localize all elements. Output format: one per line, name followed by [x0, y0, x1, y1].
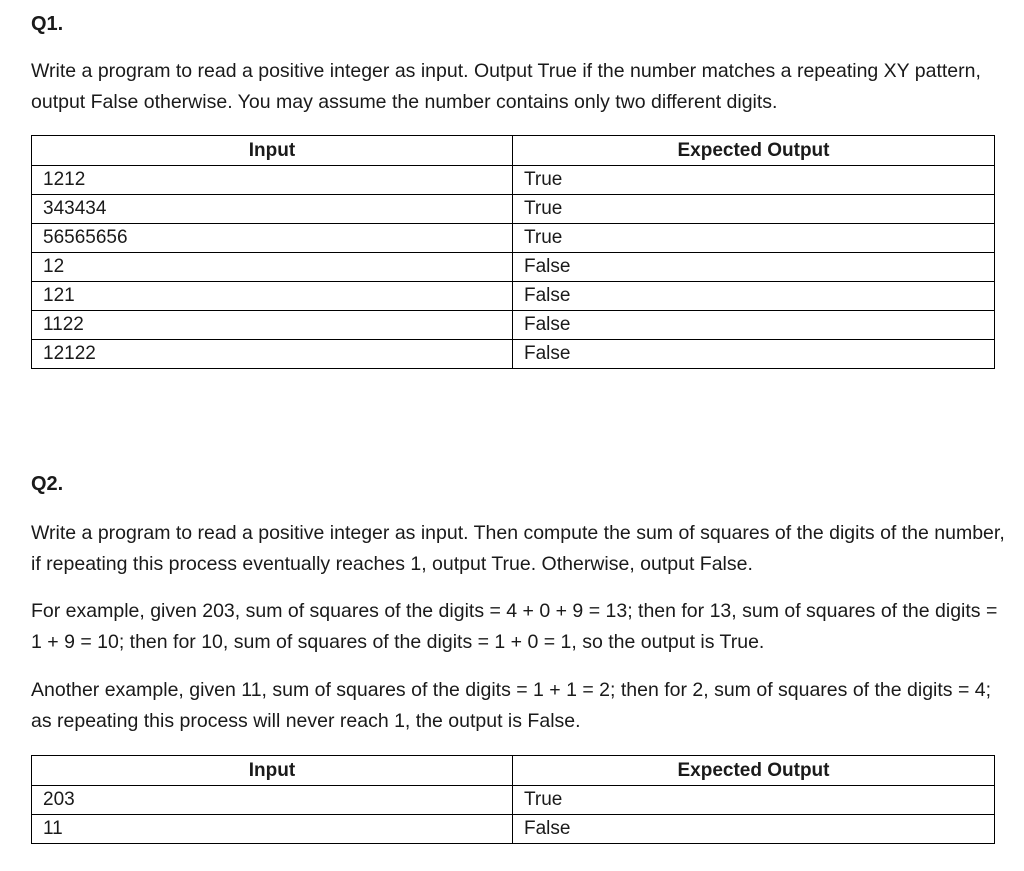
input-cell: 1212 — [32, 166, 513, 195]
expected-output-cell: False — [513, 340, 995, 369]
expected-output-column-header: Expected Output — [513, 756, 995, 786]
expected-output-cell: False — [513, 253, 995, 282]
expected-output-cell: False — [513, 311, 995, 340]
input-cell: 12 — [32, 253, 513, 282]
q2-example-1: For example, given 203, sum of squares of the digits = 4 + 0 + 9 = 13; then for 13, sum of squares of the digits = 1 + 9 = 10; then for 10, sum of squares of the digits = 1 + 0 = 1, so the output is True. — [31, 600, 998, 653]
expected-output-cell: True — [513, 166, 995, 195]
input-cell: 203 — [32, 786, 513, 815]
input-cell: 12122 — [32, 340, 513, 369]
table-row — [32, 282, 995, 311]
q2-example-2: Another example, given 11, sum of squares of the digits = 1 + 1 = 2; then for 2, sum of squares of the digits = 4; as repeating this process will never reach 1, the output is False. — [31, 679, 992, 732]
expected-output-column-header: Expected Output — [513, 136, 995, 166]
table-row — [32, 815, 995, 844]
table-row — [32, 311, 995, 340]
q2-description: Write a program to read a positive integer as input. Then compute the sum of squares of the digits of the number, if repeating this process eventually reaches 1, output True. Otherwise, output False. — [31, 522, 1005, 575]
input-column-header: Input — [32, 136, 513, 166]
table-row — [32, 340, 995, 369]
table-row — [32, 195, 995, 224]
q1-heading: Q1. — [31, 13, 64, 35]
input-cell: 1122 — [32, 311, 513, 340]
expected-output-cell: True — [513, 195, 995, 224]
table-row — [32, 224, 995, 253]
expected-output-cell: True — [513, 224, 995, 253]
input-cell: 121 — [32, 282, 513, 311]
input-cell: 56565656 — [32, 224, 513, 253]
table-header-row — [32, 136, 995, 166]
expected-output-cell: False — [513, 282, 995, 311]
table-row — [32, 166, 995, 195]
q2-io-table — [31, 755, 995, 844]
input-column-header: Input — [32, 756, 513, 786]
expected-output-cell: True — [513, 786, 995, 815]
q1-description: Write a program to read a positive integer as input. Output True if the number matches a repeating XY pattern, output False otherwise. You may assume the number contains only two different digits. — [31, 60, 981, 113]
q2-heading: Q2. — [31, 473, 64, 495]
table-row — [32, 786, 995, 815]
table-row — [32, 253, 995, 282]
expected-output-cell: False — [513, 815, 995, 844]
table-header-row — [32, 756, 995, 786]
input-cell: 343434 — [32, 195, 513, 224]
input-cell: 11 — [32, 815, 513, 844]
q1-io-table — [31, 135, 995, 369]
